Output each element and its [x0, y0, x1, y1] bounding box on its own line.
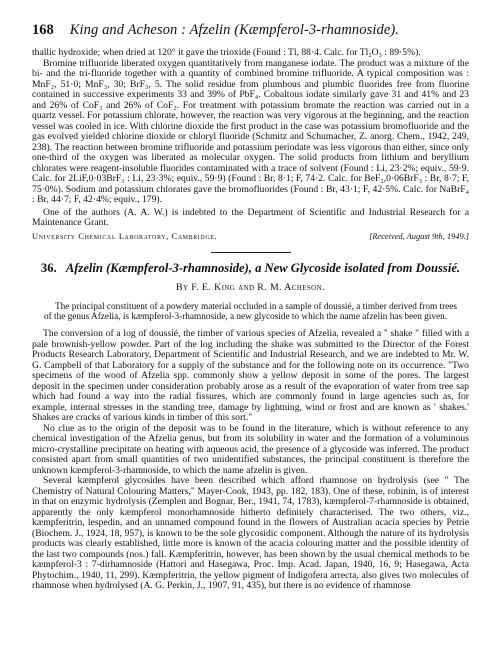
- received-date: [Received, August 9th, 1949.]: [369, 231, 469, 241]
- body-paragraph-3: Several kæmpferol glycosides have been described which afford rhamnose on hydrolysis (see " The Chemistry of Natural Colouring Matters," Mayer-Cook, 1943, pp. 182, 183). One of these, robinin, is of interest in that on enzymic hydrolysis (Zemplen and Bognar, Ber., 1941, 74, 1783), kæmpferol-7-rhamnoside is obtained, apparently the only kæmpferol monorhamnoside hitherto definitely characterised. The two others, viz., kæmpferitrin, lespedin, and an unnamed compound found in the flowers of Australian acacia species by Petrie (Biochem. J., 1924, 18, 957), is known to be the sole glycosidic component. Although the nature of its hydrolysis products was clearly established, little more is known of the acacia colouring matter and the possible identity of the last two compounds (nos.) fall. Kæmpferitrin, however, has been shown by the usual chemical methods to be kæmpferol-3 : 7-dirhamnoside (Hattori and Hasegawa, Proc. Imp. Acad. Japan, 1940, 16, 9; Hasegawa, Acta Phytochim., 1940, 11, 299). Kæmpferitrin, the yellow pigment of Indigofera arrecta, also gives two molecules of rhamnose when hydrolysed (A. G. Perkin, J., 1907, 91, 435), but there is no evidence of rhamnose: [32, 475, 469, 592]
- article-abstract: The principal constituent of a powdery material occluded in a sample of doussié, a timber derived from trees of the genus Afzelia, is kæmpferol-3-rhamnoside, a new glycoside to which the name afzelin has been given.: [44, 301, 457, 322]
- body-paragraph-1: The conversion of a log of doussié, the timber of various species of Afzelia, revealed a " shake " filled with a pale brownish-yellow powder. Part of the log including the shake was submitted to the Director of the Forest Products Research Laboratory, Department of Scientific and Industrial Research, and we are indebted to Mr. W. G. Campbell of that Laboratory for a supply of the substance and for the following note on its occurrence. "Two specimens of the wood of Afzelia spp. commonly show a yellow deposit in some of the pores. The largest deposit in the specimen under consideration probably arose as a result of the evaporation of water from tree sap which had found a way into the radial fissures, which are commonly found in large agencies such as, for example, internal stresses in the standing tree, damage by lightning, wind or frost and are known as ' shakes.' Shakes are cracks of various kinds in timber of this sort.": [32, 328, 469, 424]
- page-body: [32, 48, 469, 592]
- page-header: [32, 22, 470, 39]
- affiliation-line: [32, 232, 469, 243]
- section-divider: [211, 252, 291, 253]
- article-heading: [40, 261, 461, 276]
- prev-paragraph-2: Bromine trifluoride liberated oxygen quantitatively from manganese iodate. The product was a mixture of the bi- and the tri-fluoride together with a quantity of combined bromine trifluoride. A typical composition was : MnF₂, 51·0; MnF₃, 30; BrF₃, 5. The solid residue from plumbous and plumbic fluorides free from fluorine contained in successive experiments 33 and 39% of PbF₄. Cobaltous iodate similarly gave 31 and 41% and 23 and 26% of CoF₃ and 26% of CoF₂. For treatment with potassium bromate the reaction was carried out in a quartz vessel. For potassium chlorate, however, the reaction was very vigorous at the beginning, and the reaction vessel was cooled in ice. With chlorine dioxide the first product in the case was potassium bromofluoride and the gas evolved yielded chlorine dioxide or chloryl fluoride (Schmitz and Schumacher, Z. anorg. Chem., 1942, 249, 238). The reaction between bromine trifluoride and potassium periodate was less vigorous than either, since only one-third of the oxygen was liberated as molecular oxygen. The solid products from lithium and beryllium chlorates were reagent-insoluble fluorides contaminated with a trace of solvent (Found : Li, 23·2%; equiv., 59·9. Calc. for 2LiF,0·03BrF₃ : Li, 23·3%; equiv., 59·9) (Found : Br, 8·1; F, 74·2. Calc. for BeF₂,0·06BrF₃ : Br, 8·7; F, 75·0%). Sodium and potassium chlorates gave the bromofluorides (Found : Br, 43·1; F, 42·5%. Calc. for NaBrF₄ : Br, 44·7; F, 42·4%; equiv., 179).: [32, 57, 469, 205]
- affiliation-place: University Chemical Laboratory, Cambridge.: [32, 231, 218, 241]
- page-number: 168: [32, 22, 54, 38]
- article-number: 36.: [40, 261, 57, 275]
- running-title: King and Acheson : Afzelin (Kæmpferol-3-rhamnoside).: [69, 22, 400, 38]
- article-authors: By F. E. King and R. M. Acheson.: [176, 282, 325, 293]
- article-title: Afzelin (Kæmpferol-3-rhamnoside), a New Glycoside isolated from Doussié.: [65, 261, 461, 275]
- body-paragraph-2: No clue as to the origin of the deposit was to be found in the literature, which is without reference to any chemical investigation of the Afzelia genus, but from its solubility in water and the formation of a voluminous micro-crystalline precipitate on heating with aqueous acid, the presence of a glycoside was inferred. The product consisted apart from small quantities of two unidentified substances, the principal constituent is therefore the unknown kæmpferol-3-rhamnoside, to which the name afzelin is given.: [32, 422, 469, 476]
- article-body: [32, 329, 469, 592]
- acknowledgement-paragraph: One of the authors (A. A. W.) is indebted to the Department of Scientific and Industrial Research for a Maintenance Grant.: [32, 206, 469, 228]
- prev-paragraph-1: thallic hydroxide; when dried at 120° it gave the trioxide (Found : Tl, 88·4. Calc. for Tl₂O₃ : 89·5%).: [32, 47, 421, 58]
